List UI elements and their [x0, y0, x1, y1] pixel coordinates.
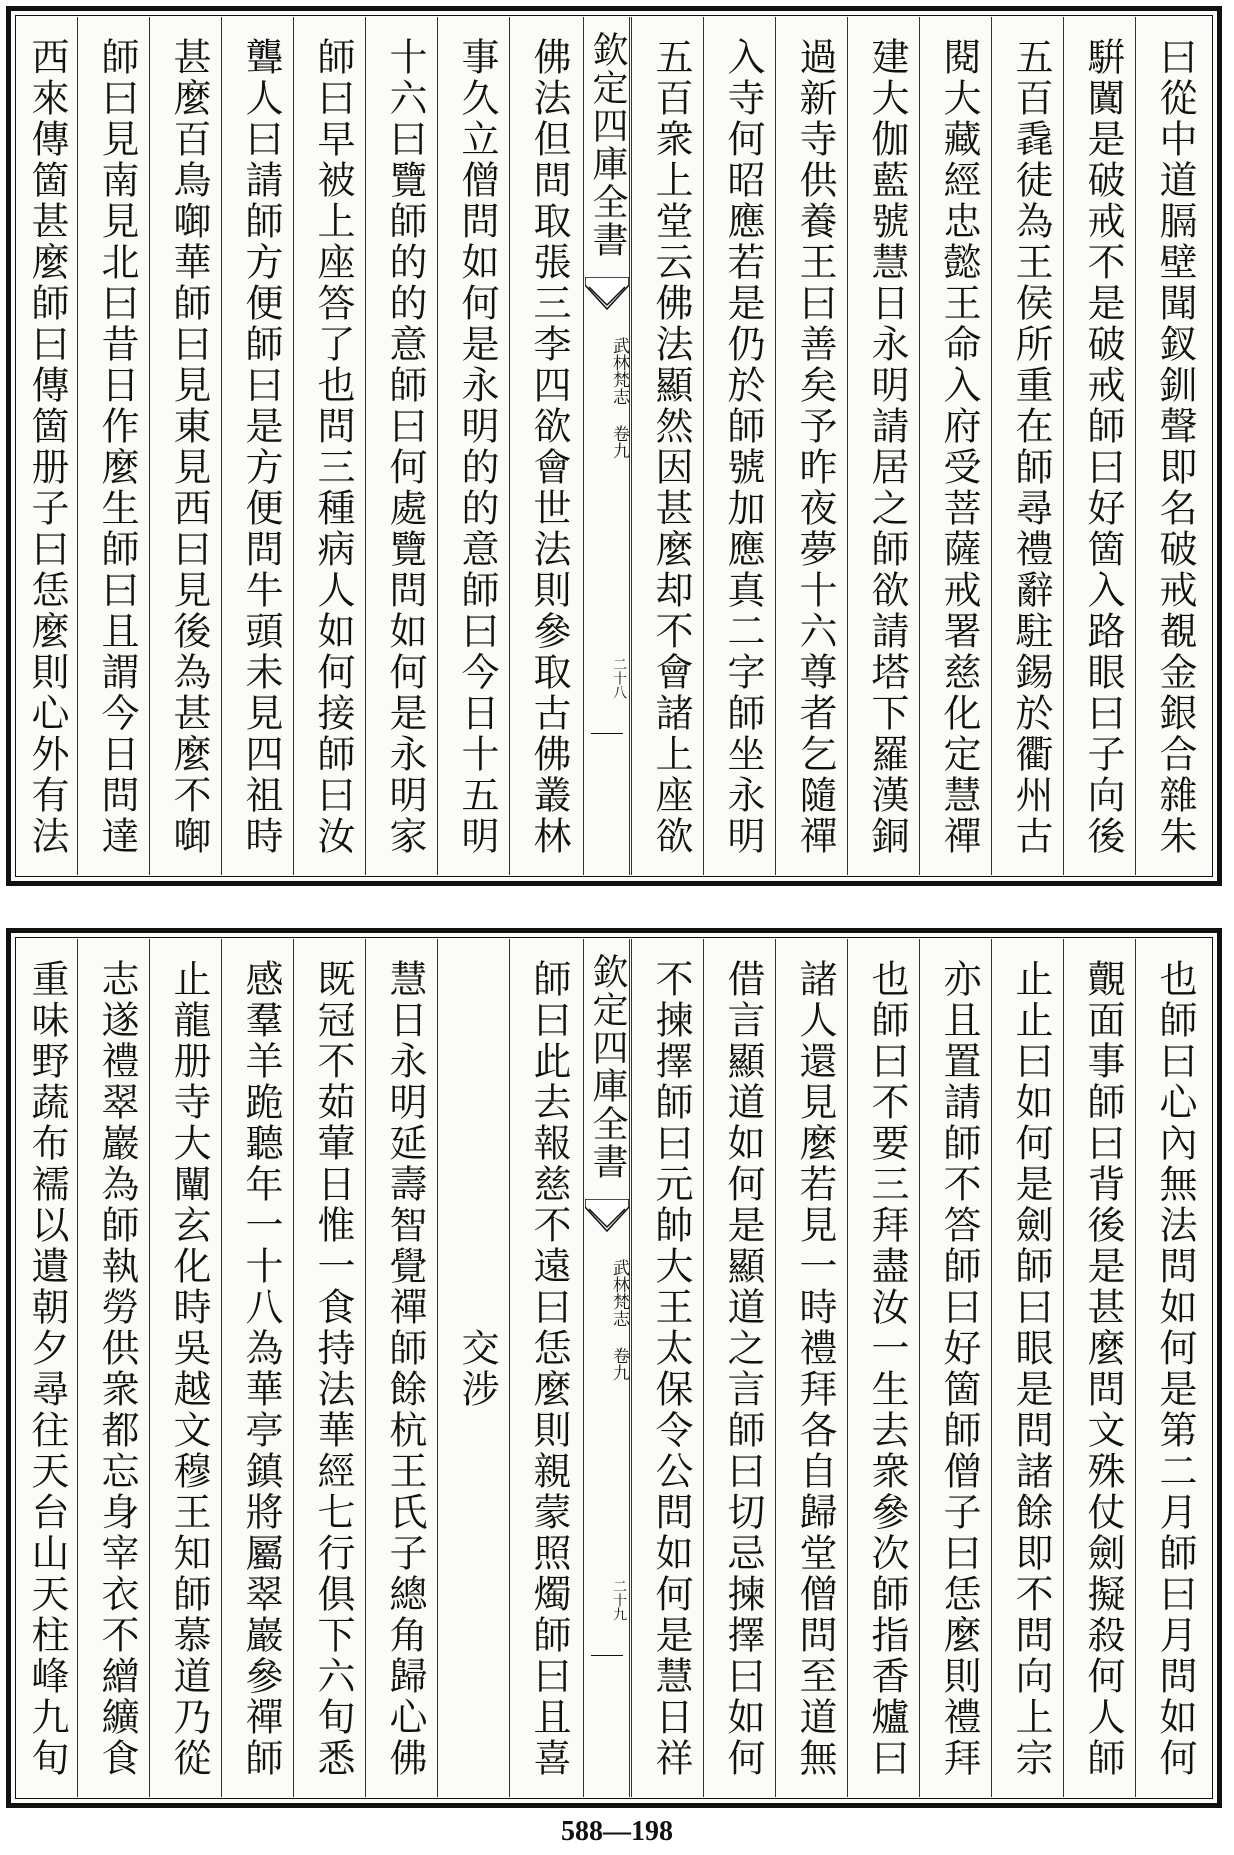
column-rule	[365, 17, 366, 875]
text-column: 諸人還見麼若見一時禮拜各自歸堂僧問至道無	[793, 959, 837, 1779]
column-rule	[631, 17, 632, 875]
column-rule	[221, 17, 222, 875]
text-column: 也師曰心內無法問如何是第二月師曰月問如何	[1153, 959, 1197, 1779]
text-column: 過新寺供養王曰善矣予昨夜夢十六尊者乞隨禪	[793, 37, 837, 857]
text-column: 借言顯道如何是顯道之言師曰切忌揀擇曰如何	[721, 959, 765, 1779]
column-rule	[703, 17, 704, 875]
column-rule	[149, 17, 150, 875]
column-rule	[1135, 939, 1136, 1797]
center-strip	[585, 939, 629, 1797]
text-column: 重味野蔬布襦以遺朝夕尋往天台山天柱峰九旬	[25, 959, 69, 1779]
text-column: 建大伽藍號慧日永明請居之師欲請塔下羅漢銅	[865, 37, 909, 857]
text-column: 慧日永明延壽智覺禪師餘杭王氏子總角歸心佛	[383, 959, 427, 1779]
column-rule	[775, 939, 776, 1797]
column-rule	[991, 17, 992, 875]
text-column: 止止曰如何是劍師曰眼是問諸餘即不問向上宗	[1009, 959, 1053, 1779]
column-rule	[149, 939, 150, 1797]
top-page	[6, 6, 1222, 886]
leaf-number: 二十八	[611, 657, 627, 699]
text-column: 不揀擇師曰元帥大王太保令公問如何是慧日祥	[649, 959, 693, 1779]
leaf-rule	[591, 1655, 623, 1656]
text-column: 覿面事師曰背後是甚麼問文殊仗劍擬殺何人師	[1081, 959, 1125, 1779]
text-column: 五百毳徒為王侯所重在師尋禮辭駐錫於衢州古	[1009, 37, 1053, 857]
text-column: 事久立僧問如何是永明的的意師曰今日十五明	[455, 37, 499, 857]
column-rule	[991, 939, 992, 1797]
column-rule	[437, 17, 438, 875]
text-column: 閱大藏經忠懿王命入府受菩薩戒署慈化定慧禪	[937, 37, 981, 857]
text-column: 止龍册寺大闡玄化時吳越文穆王知師慕道乃從	[167, 959, 211, 1779]
column-rule	[629, 17, 630, 875]
column-rule	[919, 17, 920, 875]
column-rule	[365, 939, 366, 1797]
text-column: 聾人曰請師方便師曰是方便問牛頭未見四祖時	[239, 37, 283, 857]
text-column: 入寺何昭應若是仍於師號加應真二字師坐永明	[721, 37, 765, 857]
text-column: 西來傳箇甚麼師曰傳箇册子曰恁麼則心外有法	[25, 37, 69, 857]
text-column: 師曰見南見北曰昔日作麼生師曰且謂今日問達	[95, 37, 139, 857]
text-column: 也師曰不要三拜盡汝一生去衆參次師指香爐曰	[865, 959, 909, 1779]
column-rule	[629, 939, 630, 1797]
column-rule	[1135, 17, 1136, 875]
center-strip	[585, 17, 629, 875]
text-column: 甚麼百鳥啣華師曰見東見西曰見後為甚麼不啣	[167, 37, 211, 857]
text-column: 佛法但問取張三李四欲會世法則參取古佛叢林	[527, 37, 571, 857]
column-rule	[437, 939, 438, 1797]
leaf-number: 二十九	[611, 1579, 627, 1621]
column-rule	[221, 939, 222, 1797]
column-rule	[583, 939, 584, 1797]
book-title: 欽定四庫全書	[587, 31, 628, 259]
column-rule	[1063, 939, 1064, 1797]
column-rule	[847, 939, 848, 1797]
column-rule	[509, 939, 510, 1797]
column-rule	[847, 17, 848, 875]
text-column: 感羣羊跪聽年一十八為華亭鎮將屬翠巖參禪師	[239, 959, 283, 1779]
column-rule	[775, 17, 776, 875]
book-title: 欽定四庫全書	[587, 953, 628, 1181]
volume-label: 武林梵志 卷九	[609, 337, 629, 459]
text-column: 師曰此去報慈不遠曰恁麼則親蒙照燭師曰且喜	[527, 959, 571, 1779]
leaf-rule	[591, 733, 623, 734]
fishtail-mark-icon	[585, 277, 629, 317]
column-rule	[703, 939, 704, 1797]
column-rule	[509, 17, 510, 875]
volume-label: 武林梵志 卷九	[609, 1259, 629, 1381]
column-rule	[919, 939, 920, 1797]
bottom-page	[6, 928, 1222, 1808]
fishtail-mark-icon	[585, 1199, 629, 1239]
text-column: 騈闐是破戒不是破戒師曰好箇入路眼曰子向後	[1081, 37, 1125, 857]
text-column: 交涉	[455, 1328, 499, 1410]
column-rule	[293, 939, 294, 1797]
column-rule	[293, 17, 294, 875]
column-rule	[631, 939, 632, 1797]
text-column: 師曰早被上座答了也問三種病人如何接師曰汝	[311, 37, 355, 857]
text-column: 五百衆上堂云佛法顯然因甚麼却不會諸上座欲	[649, 37, 693, 857]
text-column: 曰從中道膈壁聞釵釧聲即名破戒覩金銀合雜朱	[1153, 37, 1197, 857]
text-column: 十六曰覽師的的意師曰何處覽問如何是永明家	[383, 37, 427, 857]
text-column: 既冠不茹葷日惟一食持法華經七行俱下六旬悉	[311, 959, 355, 1779]
column-rule	[1063, 17, 1064, 875]
text-column: 志遂禮翠巖為師執勞供衆都忘身宰衣不繒纊食	[95, 959, 139, 1779]
text-column: 亦且置請師不答師曰好箇師僧子曰恁麼則禮拜	[937, 959, 981, 1779]
column-rule	[583, 17, 584, 875]
page-footer-number: 588—198	[561, 1816, 673, 1847]
